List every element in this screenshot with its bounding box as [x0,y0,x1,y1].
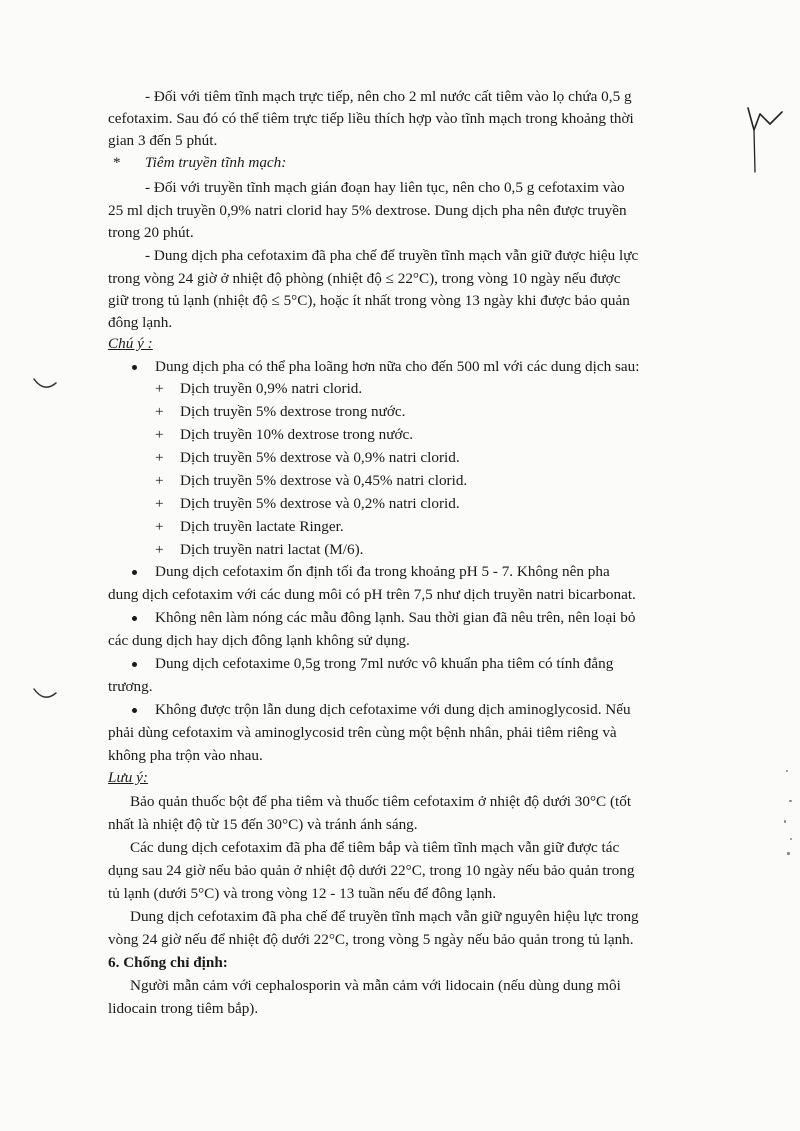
bullet-text: các dung dịch hay dịch đông lạnh không sử dụng. [108,632,410,649]
bullet-text: Dung dịch pha có thể pha loãng hơn nữa cho đến 500 ml với các dung dịch sau: [155,358,640,375]
text-line: tủ lạnh (dưới 5°C) và trong vòng 12 - 13 tuần nếu để đông lạnh. [108,885,497,902]
bullet-text: Không nên làm nóng các mẫu đông lạnh. Sau thời gian đã nêu trên, nên loại bỏ [155,609,636,626]
bullet-text: Dung dịch cefotaxim ổn định tối đa trong khoảng pH 5 - 7. Không nên pha [155,563,610,580]
text-line: cefotaxim. Sau đó có thể tiêm trực tiếp liều thích hợp vào tĩnh mạch trong khoảng thời [108,110,634,127]
bullet-star: * [113,154,121,171]
bullet-text: dung dịch cefotaxim với các dung môi có pH trên 7,5 như dịch truyền natri bicarbonat. [108,586,636,603]
list-item: Dịch truyền 10% dextrose trong nước. [180,426,414,443]
scan-speck [790,838,792,840]
list-item: Dịch truyền 5% dextrose và 0,45% natri clorid. [180,472,468,489]
note-heading: Chú ý : [108,335,153,352]
bullet-dot [132,662,137,667]
section-heading-contraindications: 6. Chống chỉ định: [108,954,228,971]
bullet-text: Không được trộn lẫn dung dịch cefotaxime với dung dịch aminoglycosid. Nếu [155,701,631,718]
list-item: Dịch truyền 5% dextrose trong nước. [180,403,406,420]
punch-hole-arc-icon [30,375,60,397]
bullet-text: không pha trộn vào nhau. [108,747,263,764]
caution-heading: Lưu ý: [108,769,148,786]
text-line: - Đối với truyền tĩnh mạch gián đoạn hay liên tục, nên cho 0,5 g cefotaxim vào [145,179,625,196]
scan-speck [789,800,792,802]
handwritten-mark-icon [742,100,792,180]
text-line: trong 20 phút. [108,224,194,241]
text-line: Các dung dịch cefotaxim đã pha để tiêm bắp và tiêm tĩnh mạch vẫn giữ được tác [130,839,620,856]
text-line: - Dung dịch pha cefotaxim đã pha chế để truyền tĩnh mạch vẫn giữ được hiệu lực [145,247,639,264]
scan-speck [786,770,788,772]
text-line: vòng 24 giờ nếu để nhiệt độ dưới 22°C, trong vòng 5 ngày nếu bảo quản trong tủ lạnh. [108,931,634,948]
text-line: nhất là nhiệt độ từ 15 đến 30°C) và tránh ánh sáng. [108,816,418,833]
text-line: lidocain trong tiêm bắp). [108,1000,259,1017]
text-line: trong vòng 24 giờ ở nhiệt độ phòng (nhiệt độ ≤ 22°C), trong vòng 10 ngày nếu được [108,270,621,287]
plus-marker: + [155,518,164,535]
subheading-infusion: Tiêm truyền tĩnh mạch: [145,154,287,171]
text-line: - Đối với tiêm tĩnh mạch trực tiếp, nên cho 2 ml nước cất tiêm vào lọ chứa 0,5 g [145,88,632,105]
punch-hole-arc-icon [30,685,60,707]
text-line: 25 ml dịch truyền 0,9% natri clorid hay 5% dextrose. Dung dịch pha nên được truyền [108,202,627,219]
bullet-dot [132,570,137,575]
text-line: đông lạnh. [108,314,173,331]
list-item: Dịch truyền lactate Ringer. [180,518,344,535]
plus-marker: + [155,541,164,558]
plus-marker: + [155,449,164,466]
text-line: Bảo quản thuốc bột để pha tiêm và thuốc tiêm cefotaxim ở nhiệt độ dưới 30°C (tốt [130,793,632,810]
bullet-dot [132,708,137,713]
text-line: giữ trong tủ lạnh (nhiệt độ ≤ 5°C), hoặc ít nhất trong vòng 13 ngày khi được bảo quản [108,292,630,309]
list-item: Dịch truyền 0,9% natri clorid. [180,380,363,397]
text-line: dụng sau 24 giờ nếu bảo quản ở nhiệt độ dưới 22°C, trong 10 ngày nếu bảo quản trong [108,862,635,879]
plus-marker: + [155,495,164,512]
text-line: Dung dịch cefotaxim đã pha chế để truyền tĩnh mạch vẫn giữ nguyên hiệu lực trong [130,908,639,925]
scan-speck [787,852,790,855]
text-line: Người mẫn cảm với cephalosporin và mẫn cảm với lidocain (nếu dùng dung môi [130,977,621,994]
bullet-text: phải dùng cefotaxim và aminoglycosid trên cùng một bệnh nhân, phải tiêm riêng và [108,724,617,741]
plus-marker: + [155,426,164,443]
bullet-text: trương. [108,678,153,695]
list-item: Dịch truyền 5% dextrose và 0,9% natri clorid. [180,449,460,466]
bullet-dot [132,365,137,370]
bullet-dot [132,616,137,621]
plus-marker: + [155,380,164,397]
text-line: gian 3 đến 5 phút. [108,132,218,149]
plus-marker: + [155,472,164,489]
plus-marker: + [155,403,164,420]
scan-speck [784,820,786,823]
list-item: Dịch truyền 5% dextrose và 0,2% natri clorid. [180,495,460,512]
list-item: Dịch truyền natri lactat (M/6). [180,541,364,558]
bullet-text: Dung dịch cefotaxime 0,5g trong 7ml nước vô khuẩn pha tiêm có tính đẳng [155,655,614,672]
